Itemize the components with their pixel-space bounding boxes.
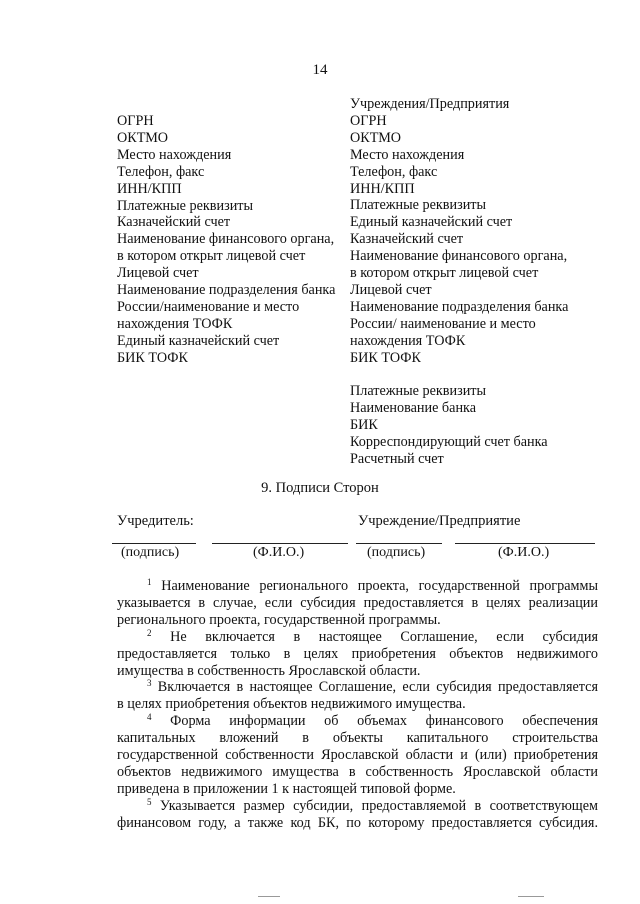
section-title-signatures: 9. Подписи Сторон [261,480,379,496]
right-field-bank-division: Наименование подразделения банка [350,298,569,315]
institution-name-line [455,543,595,544]
right-field-finance-body: Наименование финансового органа, [350,248,568,265]
right-field-location: Место нахождения [350,146,465,163]
footnote-3: $^3$ Включается в настоящее Соглашение, если субсидия предоставляется [147,678,599,696]
founder-signature-caption: (подпись) [121,545,180,560]
left-field-tofk-location: нахождения ТОФК [117,315,233,332]
left-field-oktmo: ОКТМО [117,129,169,146]
right-field-payment-details-2: Платежные реквизиты [350,383,487,400]
right-field-tofk-location: нахождения ТОФК [350,332,466,349]
scan-artifact-mark [258,896,280,897]
footnote-2: $^2$ Не включается в настоящее Соглашение, если субсидия [147,627,598,645]
right-field-bik-tofk: БИК ТОФК [350,349,421,366]
right-field-payment-details: Платежные реквизиты [350,197,487,214]
left-field-finance-body: Наименование финансового органа, [117,231,335,248]
left-field-bank-division: Наименование подразделения банка [117,282,336,299]
right-field-phone-fax: Телефон, факс [350,163,438,180]
left-field-bik-tofk: БИК ТОФК [117,349,188,366]
footnote-4: $^4$ Форма информации об объемах финансового обеспечения [147,712,598,730]
right-field-single-treasury-account: Единый казначейский счет [350,214,513,231]
scan-artifact-mark [518,896,544,897]
right-field-bank-name: Наименование банка [350,400,477,417]
right-field-inn-kpp: ИНН/КПП [350,180,415,197]
founder-name-line [212,543,348,544]
footnote-5: $^5$ Указывается размер субсидии, предоставляемой в соответствующем [147,796,599,814]
footnote-1: $^1$ Наименование регионального проекта, государственной программы [147,577,599,594]
left-field-inn-kpp: ИНН/КПП [117,180,182,197]
right-field-bik: БИК [350,417,378,434]
institution-signature-line [356,543,442,544]
footnote-number: 4 [147,712,152,723]
institution-name-caption: (Ф.И.О.) [498,545,550,560]
right-requisites-column [350,96,610,468]
left-field-location: Место нахождения [117,146,232,163]
institution-label: Учреждение/Предприятие [358,513,521,529]
footnote-number: 3 [147,678,152,689]
right-field-treasury-account: Казначейский счет [350,231,464,248]
footnote-number: 5 [147,796,152,807]
founder-signature-line [112,543,196,544]
left-field-payment-details: Платежные реквизиты [117,197,254,214]
left-field-ogrn: ОГРН [117,113,154,129]
page-number: 14 [312,62,328,78]
right-field-oktmo: ОКТМО [350,129,402,146]
footnotes: $^1$ Наименование регионального проекта, государственной программы указывается в случае, если субсидия предоставляется в целях реализации регионального проекта, государственной программы. $^2$ Не включается в настоящее Соглашение, если субсидия предоставляется только в целях приобретения объектов недвижимого имущества в собственность Ярославской области. $^3$ Включается в настоящее Соглашение, если субсидия предоставляется в целях приобретения объектов недвижимого имущества. $^4$ Форма информации об объемах финансового обеспечения капитальных вложений в объекты капитального строительства государственной собственности Ярославской области и (или) приобретения объектов недвижимого имущества в собственность Ярославской области приведена в приложении 1 к настоящей типовой форме. $^5$ Указывается размер субсидии, предоставляемой в соответствующем финансовом году, а также код БК, по которому предоставляется субсидия. [117,577,599,831]
left-field-phone-fax: Телефон, факс [117,163,205,180]
left-field-finance-body-cont: в котором открыт лицевой счет [117,248,306,265]
right-field-settlement-account: Расчетный счет [350,451,444,468]
right-field-correspondent-account: Корреспондирующий счет банка [350,434,548,451]
left-requisites-column [117,113,347,367]
right-field-personal-account: Лицевой счет [350,281,432,298]
left-field-treasury-account: Казначейский счет [117,214,231,231]
right-field-finance-body-cont: в котором открыт лицевой счет [350,265,539,282]
founder-label: Учредитель: [117,513,194,529]
footnote-number: 2 [147,627,152,638]
founder-name-caption: (Ф.И.О.) [253,545,305,560]
right-field-ogrn: ОГРН [350,112,387,129]
institution-signature-caption: (подпись) [367,545,426,560]
left-field-single-treasury-account: Единый казначейский счет [117,332,280,349]
left-field-personal-account: Лицевой счет [117,265,199,282]
right-field-bank-division-cont: России/ наименование и место [350,315,536,332]
left-field-bank-division-cont: России/наименование и место [117,298,300,315]
right-field-institution: Учреждения/Предприятия [350,96,510,112]
footnote-number: 1 [147,577,152,587]
